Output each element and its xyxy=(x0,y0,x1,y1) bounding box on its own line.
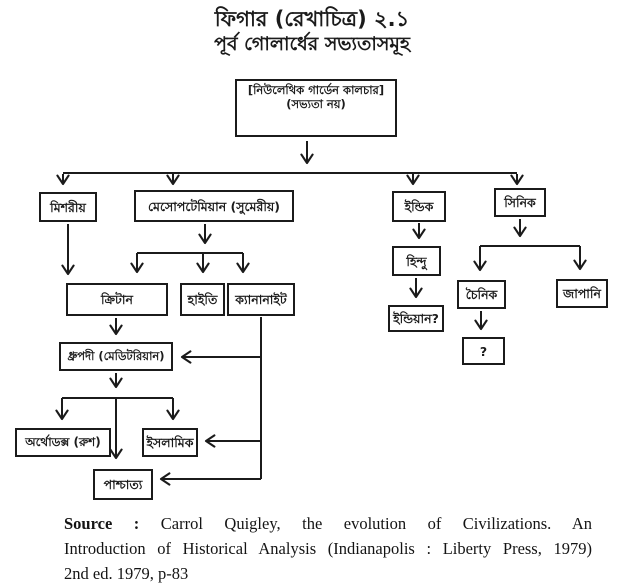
node-cretan: ক্রিটান xyxy=(66,283,168,316)
node-canaanite: ক্যানানাইট xyxy=(227,283,295,316)
node-orthodox-russian: অর্থোডক্স (রুশ) xyxy=(15,428,111,457)
figure-subtitle: পূর্ব গোলার্ধের সভ্যতাসমূহ xyxy=(214,33,410,56)
node-neolithic-line2: (সভ্যতা নয়) xyxy=(286,96,346,111)
node-neolithic-line1: [নিউলেথিক গার্ডেন কালচার] xyxy=(247,83,385,97)
node-western: পাশ্চাত্য xyxy=(93,469,153,500)
node-japanese: জাপানি xyxy=(556,279,608,308)
source-label: Source : xyxy=(64,514,140,533)
node-sinic: সিনিক xyxy=(494,188,546,217)
node-indic: ইন্ডিক xyxy=(392,191,446,222)
node-islamic: ইসলামিক xyxy=(142,428,198,457)
node-indian-question: ইন্ডিয়ান? xyxy=(388,305,444,332)
figure-title: ফিগার (রেখাচিত্র) ২.১ xyxy=(214,7,410,31)
node-unknown-question: ? xyxy=(462,337,505,365)
node-egyptian: মিশরীয় xyxy=(39,192,97,222)
node-neolithic-garden-culture xyxy=(235,79,397,137)
source-line-1-text: Carrol Quigley, the evolution of Civilizations. An xyxy=(160,514,592,533)
source-line-3: 2nd ed. 1979, p-83 xyxy=(64,564,189,583)
node-classical-mediterranean: ধ্রুপদী (মেডিটরিয়ান) xyxy=(59,342,173,371)
node-mesopotamian: মেসোপটেমিয়ান (সুমেরীয়) xyxy=(134,190,294,222)
node-hittite: হাইতি xyxy=(180,283,225,316)
node-hindu: হিন্দু xyxy=(392,246,441,276)
node-chinese: চৈনিক xyxy=(457,280,506,309)
source-line-2: Introduction of Historical Analysis (Indianapolis : Liberty Press, 1979) xyxy=(64,539,592,558)
